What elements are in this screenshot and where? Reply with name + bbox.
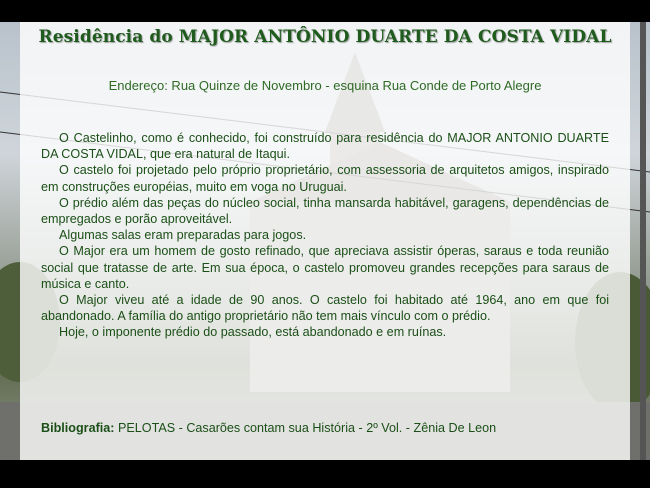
paragraph: O prédio além das peças do núcleo social, tinha mansarda habitável, garagens, dependências de empregados e porão aproveitável. (41, 195, 609, 227)
page-title: Residência do MAJOR ANTÔNIO DUARTE DA COSTA VIDAL (38, 27, 612, 47)
history-text (41, 130, 609, 341)
paragraph: O castelo foi projetado pelo próprio proprietário, com assessoria de arquitetos amigos, inspirado em construções européias, muito em voga no Uruguai. (41, 163, 609, 194)
paragraph: O Major era um homem de gosto refinado, que apreciava assistir óperas, saraus e toda reunião social que tratasse de arte. Em sua época, o castelo promoveu grandes recepções para saraus de música e canto. (41, 244, 609, 291)
bibliography (41, 421, 621, 435)
bibliography-label: Bibliografia: (41, 421, 115, 435)
paragraph: Algumas salas eram preparadas para jogos. (59, 228, 307, 243)
bibliography-text: PELOTAS - Casarões contam sua História - 2º Vol. - Zênia De Leon (114, 421, 497, 435)
paragraph: O Castelinho, como é conhecido, foi construído para residência do MAJOR ANTONIO DUARTE DA COSTA VIDAL, que era natural de Itaqui. (41, 131, 609, 162)
address-line: Endereço: Rua Quinze de Novembro - esquina Rua Conde de Porto Alegre (108, 78, 542, 93)
paragraph: Hoje, o imponente prédio do passado, está abandonado e em ruínas. (59, 325, 447, 340)
paragraph: O Major viveu até a idade de 90 anos. O castelo foi habitado até 1964, ano em que foi abandonado. A família do antigo proprietário não tem mais vínculo com o prédio. (41, 293, 609, 324)
